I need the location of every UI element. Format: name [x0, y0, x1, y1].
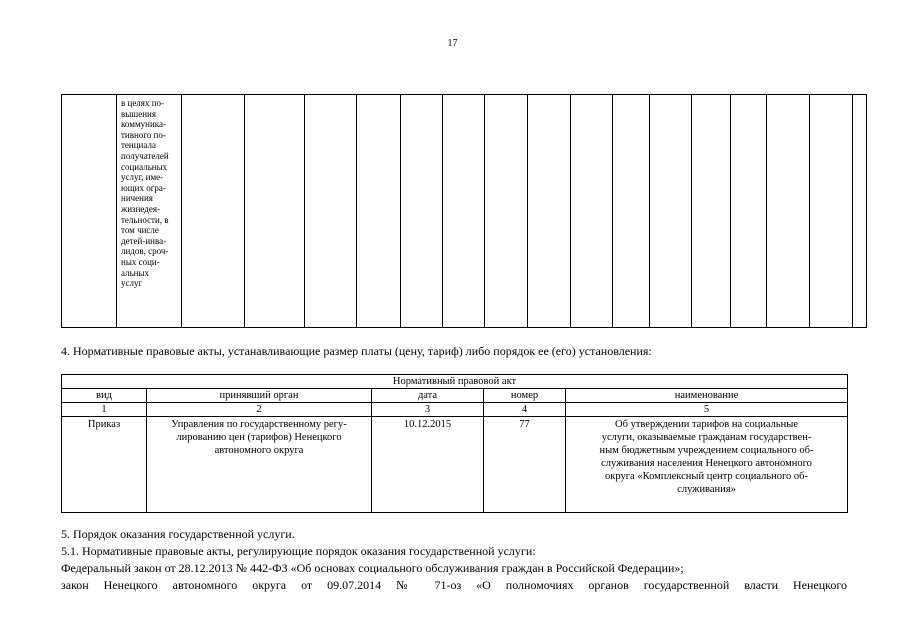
text-line: услуг [121, 278, 143, 289]
text-line: лидов, сроч- [121, 246, 169, 257]
text-line: коммуника- [121, 119, 166, 130]
text-line: социальных [121, 161, 168, 172]
column-number: 3 [372, 403, 484, 417]
continuation-table [61, 94, 867, 328]
text-line: ным бюджетным учреждением социального об- [599, 445, 814, 456]
text-line: тенциала [121, 140, 156, 151]
table-cell [613, 95, 650, 328]
text-line: детей-инва- [121, 235, 167, 246]
text-line: услуг, име- [121, 172, 164, 183]
section-4-heading: 4. Нормативные правовые акты, устанавливающие размер платы (цену, тариф) либо порядок ее (его) установления: [61, 344, 652, 358]
column-header: дата [372, 389, 484, 403]
table-cell [62, 95, 117, 328]
text-line: услуги, оказываемые гражданам государствен- [601, 432, 812, 443]
column-header: принявший орган [147, 389, 372, 403]
page-number: 17 [447, 38, 458, 49]
table-cell [443, 95, 485, 328]
text-line: Об утверждении тарифов на социальные [615, 419, 799, 430]
table-cell [357, 95, 401, 328]
column-number: 5 [566, 403, 848, 417]
table-cell [401, 95, 443, 328]
text-line: тивного по- [121, 129, 166, 140]
column-number: 1 [62, 403, 147, 417]
text-line: получателей [121, 150, 169, 161]
text-line: служивания населения Ненецкого автономного [601, 458, 812, 469]
text-line: тельности, в [121, 214, 169, 225]
table-cell [731, 95, 767, 328]
text-line: служивания» [677, 484, 736, 495]
law-reference: Федеральный закон от 28.12.2013 № 442-ФЗ «Об основах социального обслуживания граждан в Российской Федерации»; [61, 561, 684, 575]
section-5-1-heading: 5.1. Нормативные правовые акты, регулирующие порядок оказания государственной услуги: [61, 544, 536, 558]
table-cell [692, 95, 731, 328]
law-reference: закон Ненецкого автономного округа от 09.07.2014 № 71-оз «О полномочиях органов государственной власти Ненецкого [61, 578, 847, 592]
table-cell [810, 95, 853, 328]
table-cell [245, 95, 305, 328]
text-line: округа «Комплексный центр социального об- [605, 471, 808, 482]
text-line: ных соци- [121, 256, 160, 267]
act-type: Приказ [62, 417, 147, 513]
text-line: альных [121, 267, 150, 278]
table-cell [485, 95, 528, 328]
table-cell [767, 95, 810, 328]
act-title [566, 417, 848, 513]
column-header: вид [62, 389, 147, 403]
column-number: 2 [147, 403, 372, 417]
table-cell [650, 95, 692, 328]
text-line: вышения [121, 108, 156, 119]
table-cell [853, 95, 867, 328]
service-description-cell [117, 95, 182, 328]
text-line: автономного округа [214, 445, 304, 456]
act-date: 10.12.2015 [372, 417, 484, 513]
act-number: 77 [484, 417, 566, 513]
normative-acts-table [61, 374, 848, 513]
text-line: лированию цен (тарифов) Ненецкого [176, 432, 342, 443]
column-header: номер [484, 389, 566, 403]
table-cell [528, 95, 571, 328]
group-header: Нормативный правовой акт [62, 375, 848, 389]
table-cell [571, 95, 613, 328]
act-authority [147, 417, 372, 513]
text-line: жизнедея- [121, 203, 160, 214]
table-cell [305, 95, 357, 328]
text-line: в целях по- [121, 98, 165, 108]
column-header: наименование [566, 389, 848, 403]
text-line: ющих огра- [121, 182, 166, 193]
table-cell [182, 95, 245, 328]
text-line: ничения [121, 193, 153, 204]
text-line: Управления по государственному регу- [171, 419, 347, 430]
section-5-heading: 5. Порядок оказания государственной услуги. [61, 527, 295, 541]
text-line: том числе [121, 225, 159, 236]
column-number: 4 [484, 403, 566, 417]
